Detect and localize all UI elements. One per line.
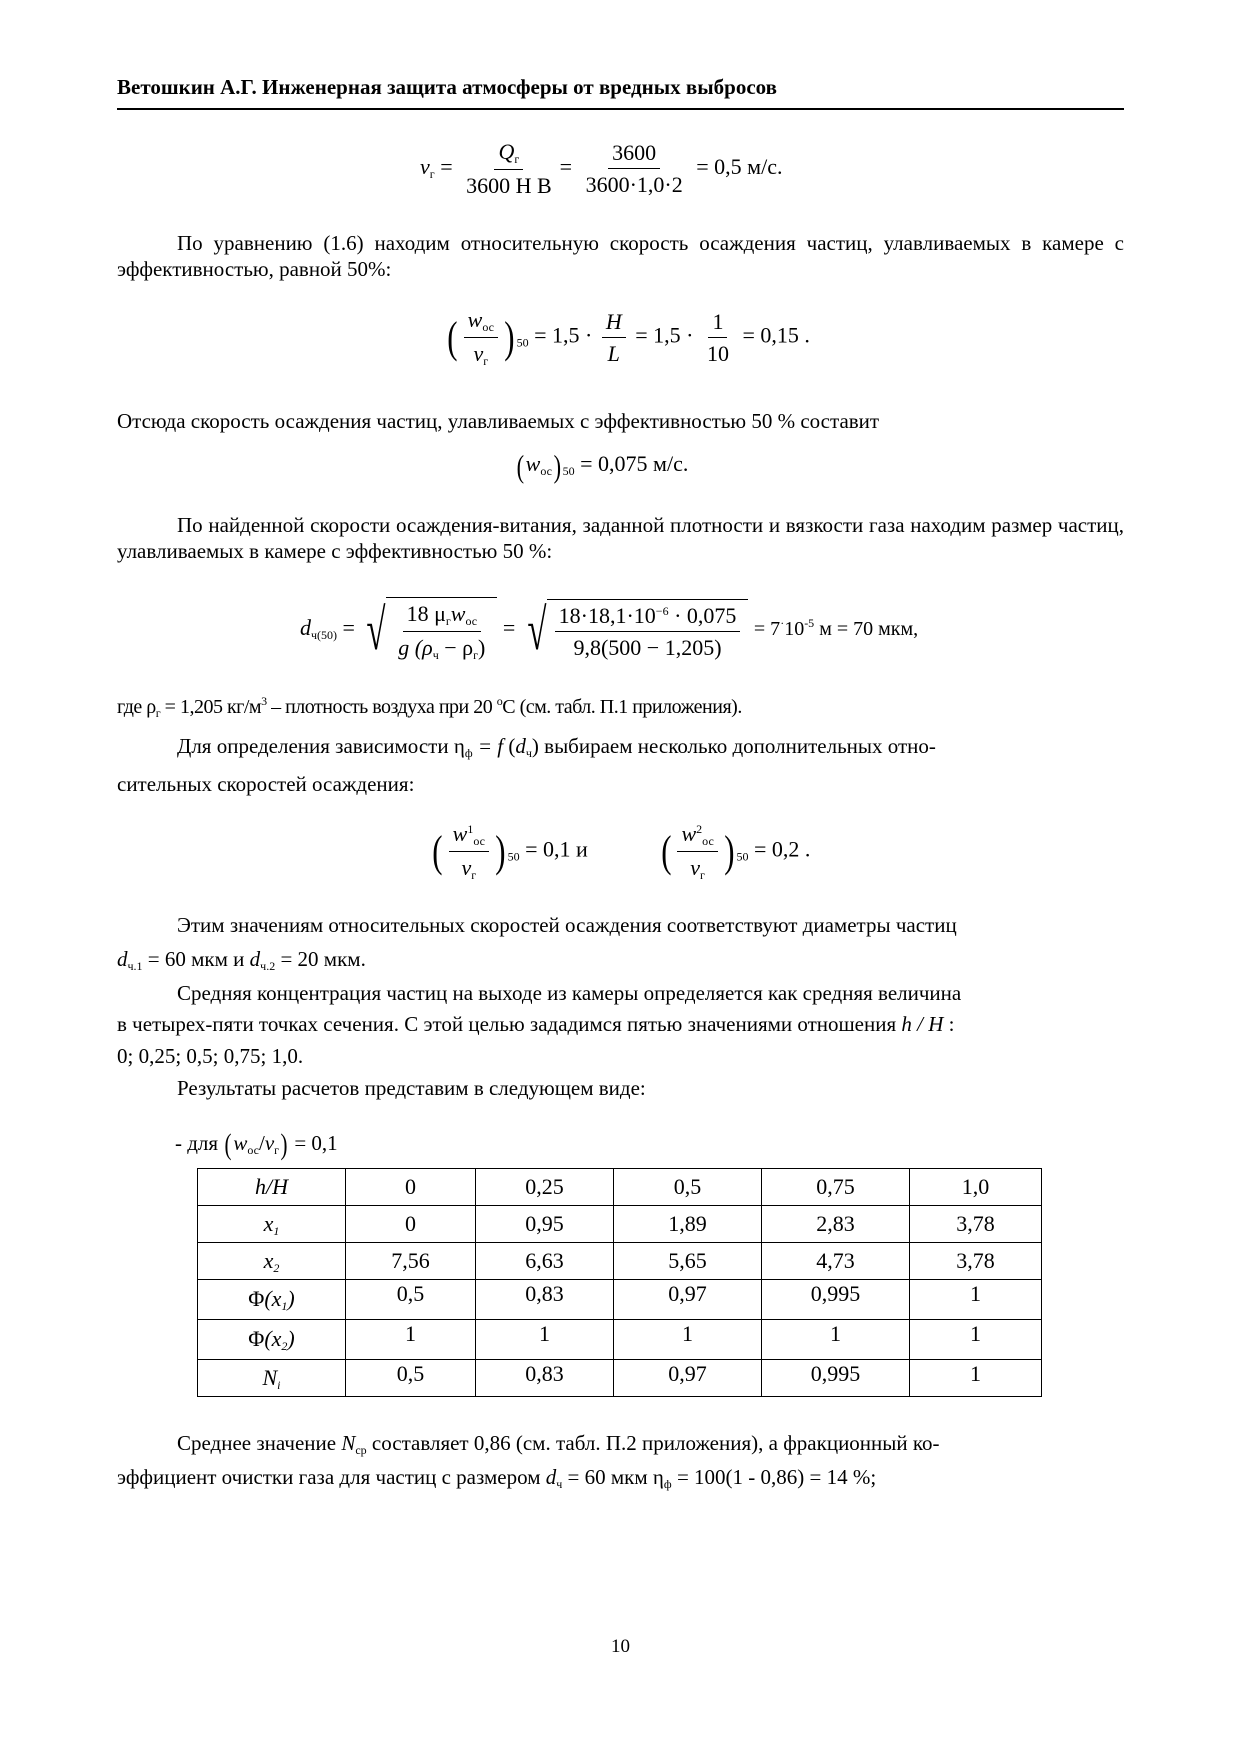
- row-label: $\Phi(x_1)$: [198, 1280, 346, 1320]
- paragraph-diameters: Этим значениям относительных скоростей осаждения соответствуют диаметры частиц: [177, 913, 957, 937]
- row-label: h/H: [198, 1169, 346, 1206]
- table-cell: 0,995: [762, 1360, 910, 1397]
- equation-additional-velocities: ( $\frac{w^1_{ос}}{v_г}$ ) $_{50}$ = 0,1 и ( $\frac{w^2_{ос}}{v_г}$ ) $_{50}$ = 0,2 .: [432, 821, 811, 882]
- paragraph-conclusion-2: эффициент очистки газа для частиц с размером $d_ч = 60$ мкм $\eta_ф = 100(1 - 0,86) = 14$ %;: [117, 1465, 877, 1491]
- equation-gas-velocity: $v_г$ = $\frac{Q_г}{\text{3600 H B}}$ = $\frac{3600}{3600\cdot 1,0\cdot 2}$ = 0,5 м/с.: [420, 139, 783, 198]
- paragraph-dependency-continued: сительных скоростей осаждения:: [117, 772, 415, 796]
- table-cell: 1,0: [910, 1169, 1042, 1206]
- paragraph-settling-velocity: Отсюда скорость осаждения частиц, улавливаемых с эффективностью 50 % составит: [117, 409, 880, 433]
- table-cell: 0,5: [346, 1360, 476, 1397]
- table-cell: 0,25: [476, 1169, 614, 1206]
- paragraph-average-concentration: Средняя концентрация частиц на выходе из камеры определяется как средняя величина: [177, 981, 962, 1005]
- equation-settling-velocity: $(w_{ос}) _{50} = 0,075$ м/с.: [516, 448, 689, 484]
- row-label: $x_2$: [198, 1243, 346, 1280]
- page-header: Ветошкин А.Г. Инженерная защита атмосферы от вредных выбросов: [117, 75, 777, 99]
- table-cell: 1: [910, 1320, 1042, 1360]
- table-row: [198, 1169, 1042, 1206]
- table-cell: 3,78: [910, 1206, 1042, 1243]
- paragraph-air-density: где $\rho_г = 1,205$ $кг/м^3$ – плотность воздуха при 20 $^о$С (см. табл. П.1 приложения).: [117, 694, 742, 720]
- table-cell: 1,89: [614, 1206, 762, 1243]
- header-divider: [117, 108, 1124, 110]
- table-row: [198, 1320, 1042, 1360]
- table-caption: - для $(w_{ос}/v_г) = 0,1$: [175, 1128, 338, 1162]
- paragraph-results-intro: Результаты расчетов представим в следующем виде:: [177, 1076, 646, 1100]
- table-row: [198, 1243, 1042, 1280]
- table-cell: 0: [346, 1169, 476, 1206]
- table-cell: 0: [346, 1206, 476, 1243]
- table-cell: 0,97: [614, 1280, 762, 1320]
- results-table: [197, 1168, 1042, 1397]
- row-label: $N_i$: [198, 1360, 346, 1397]
- equation-particle-diameter: $d_{ч(50)}$ = √ $\frac{18 \mu_гw_{ос}}{g (\rho_ч - \rho_г)}$ = √ $\frac{18\cdot 18,1\cdot 10^{-6} \cdot 0,075}{9,8(500 - 1,205)}$ = $7^\cdot 10^{-5}$ м = 70 мкм,: [300, 597, 919, 662]
- table-row: [198, 1206, 1042, 1243]
- table-cell: 4,73: [762, 1243, 910, 1280]
- table-cell: 1: [614, 1320, 762, 1360]
- equation-relative-velocity: ( $\frac{w_{ос}}{v_г}$ ) $_{50}$ = 1,5 · $\frac{H}{L}$ = 1,5 · $\frac{1}{10}$ = 0,15 .: [447, 307, 810, 368]
- table-cell: 1: [910, 1280, 1042, 1320]
- table-cell: 2,83: [762, 1206, 910, 1243]
- paragraph-average-concentration-2: в четырех-пяти точках сечения. С этой целью зададимся пятью значениями отношения h / H :: [117, 1012, 955, 1036]
- table-cell: 0,83: [476, 1360, 614, 1397]
- page-number: 10: [611, 1636, 630, 1657]
- table-cell: 0,995: [762, 1280, 910, 1320]
- table-row: [198, 1280, 1042, 1320]
- table-cell: 0,5: [614, 1169, 762, 1206]
- table-cell: 1: [476, 1320, 614, 1360]
- table-cell: 1: [346, 1320, 476, 1360]
- table-cell: 1: [910, 1360, 1042, 1397]
- table-cell: 0,5: [346, 1280, 476, 1320]
- paragraph-dependency: Для определения зависимости $\eta_ф = f$ $(d_ч)$ выбираем несколько дополнительных отно-: [177, 734, 936, 760]
- paragraph-diameters-values: $d_{ч.1} = 60$ мкм и $d_{ч.2} = 20$ мкм.: [117, 947, 366, 973]
- table-cell: 7,56: [346, 1243, 476, 1280]
- table-cell: 6,63: [476, 1243, 614, 1280]
- table-cell: 0,83: [476, 1280, 614, 1320]
- table-cell: 0,75: [762, 1169, 910, 1206]
- paragraph-particle-size: По найденной скорости осаждения-витания, заданной плотности и вязкости газа находим размер частиц, улавливаемых в камере с эффективностью 50 %:: [117, 513, 1124, 564]
- table-cell: 0,95: [476, 1206, 614, 1243]
- table-cell: 3,78: [910, 1243, 1042, 1280]
- row-label: $\Phi(x_2)$: [198, 1320, 346, 1360]
- table-cell: 1: [762, 1320, 910, 1360]
- table-cell: 0,97: [614, 1360, 762, 1397]
- table-cell: 5,65: [614, 1243, 762, 1280]
- row-label: $x_1$: [198, 1206, 346, 1243]
- table-row: [198, 1360, 1042, 1397]
- paragraph-relative-velocity: По уравнению (1.6) находим относительную скорость осаждения частиц, улавливаемых в камере с эффективностью, равной 50%:: [117, 231, 1124, 282]
- paragraph-ratio-values: 0; 0,25; 0,5; 0,75; 1,0.: [117, 1044, 304, 1068]
- paragraph-conclusion: Среднее значение $N_{ср}$ составляет 0,86 (см. табл. П.2 приложения), а фракционный ко-: [177, 1431, 940, 1457]
